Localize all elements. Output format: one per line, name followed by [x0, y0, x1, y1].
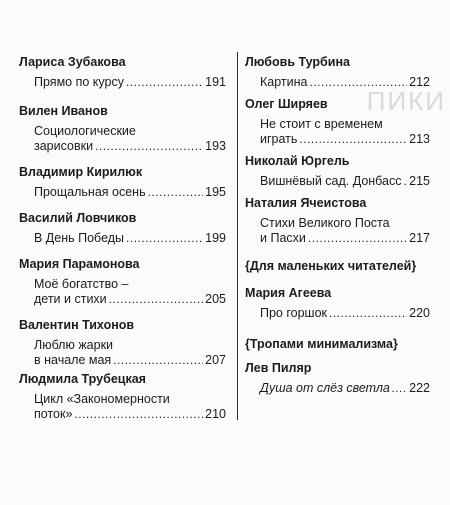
page-number: 220	[409, 306, 430, 320]
toc-entry	[19, 55, 226, 90]
toc-entry	[19, 372, 226, 422]
page-number: 191	[205, 75, 226, 89]
author-name: Вилен Иванов	[19, 104, 108, 118]
page-number: 199	[205, 231, 226, 245]
page-number: 205	[205, 292, 226, 306]
work-title: Моё богатство – дети и стихи ..... 205	[19, 277, 226, 307]
author-name: Наталия Ячеистова	[245, 196, 367, 210]
leader-dots	[113, 353, 203, 368]
leader-dots	[109, 292, 203, 307]
page-number: 195	[205, 185, 226, 199]
work-title: Социологические зарисовки ..... 193	[19, 124, 226, 154]
page-number: 215	[409, 174, 430, 188]
page-number: 222	[409, 381, 430, 395]
toc-entry	[245, 361, 430, 396]
leader-dots	[126, 231, 203, 246]
toc-entry	[19, 104, 226, 154]
toc-entry	[19, 318, 226, 368]
toc-entry	[245, 286, 430, 321]
author-name: Николай Юргель	[245, 154, 350, 168]
author-name: Лариса Зубакова	[19, 55, 126, 69]
author-name: Лев Пиляр	[245, 361, 312, 375]
leader-dots	[404, 174, 408, 189]
toc-column-left	[19, 55, 226, 422]
leader-dots	[126, 75, 203, 90]
author-name: Олег Ширяев	[245, 97, 328, 111]
page-number: 207	[205, 353, 226, 367]
page-number: 210	[205, 407, 226, 421]
leader-dots	[74, 407, 203, 422]
author-name: Любовь Турбина	[245, 55, 350, 69]
leader-dots	[329, 306, 407, 321]
page-number: 213	[409, 132, 430, 146]
work-title: В День Победы ..... 199	[19, 231, 226, 246]
work-title: Прямо по курсу ..... 191	[19, 75, 226, 90]
toc-entry	[19, 211, 226, 246]
work-title: Не стоит с временем играть ..... 213	[245, 117, 430, 147]
column-divider	[237, 52, 238, 420]
leader-dots	[308, 231, 407, 246]
work-title: Душа от слёз светла ..... 222	[245, 381, 430, 396]
toc-entry	[19, 165, 226, 200]
toc-entry	[245, 154, 430, 189]
work-title: Цикл «Закономерности поток» ..... 210	[19, 392, 226, 422]
section-heading: {Тропами минимализма}	[245, 337, 398, 351]
author-name: Василий Ловчиков	[19, 211, 137, 225]
toc-column-right	[245, 55, 430, 396]
author-name: Мария Парамонова	[19, 257, 140, 271]
author-name: Людмила Трубецкая	[19, 372, 146, 386]
author-name: Мария Агеева	[245, 286, 332, 300]
toc-entry	[245, 196, 430, 246]
page-number: 217	[409, 231, 430, 245]
author-name: Владимир Кирилюк	[19, 165, 143, 179]
page-number: 212	[409, 75, 430, 89]
work-title: Прощальная осень ..... 195	[19, 185, 226, 200]
work-title: Картина ..... 212	[245, 75, 430, 90]
page-number: 193	[205, 139, 226, 153]
leader-dots	[309, 75, 407, 90]
leader-dots	[392, 381, 407, 396]
section-heading: {Для маленьких читателей}	[245, 259, 417, 273]
author-name: Валентин Тихонов	[19, 318, 135, 332]
leader-dots	[148, 185, 204, 200]
work-title: Люблю жарки в начале мая ..... 207	[19, 338, 226, 368]
toc-entry	[245, 97, 430, 147]
leader-dots	[95, 139, 203, 154]
work-title: Про горшок ..... 220	[245, 306, 430, 321]
toc-entry	[19, 257, 226, 307]
work-title: Вишнёвый сад. Донбасс ..... 215	[245, 174, 430, 189]
toc-entry	[245, 55, 430, 90]
work-title: Стихи Великого Поста и Пасхи ..... 217	[245, 216, 430, 246]
bleed-through-text: ПИКИ	[366, 86, 446, 116]
leader-dots	[299, 132, 407, 147]
